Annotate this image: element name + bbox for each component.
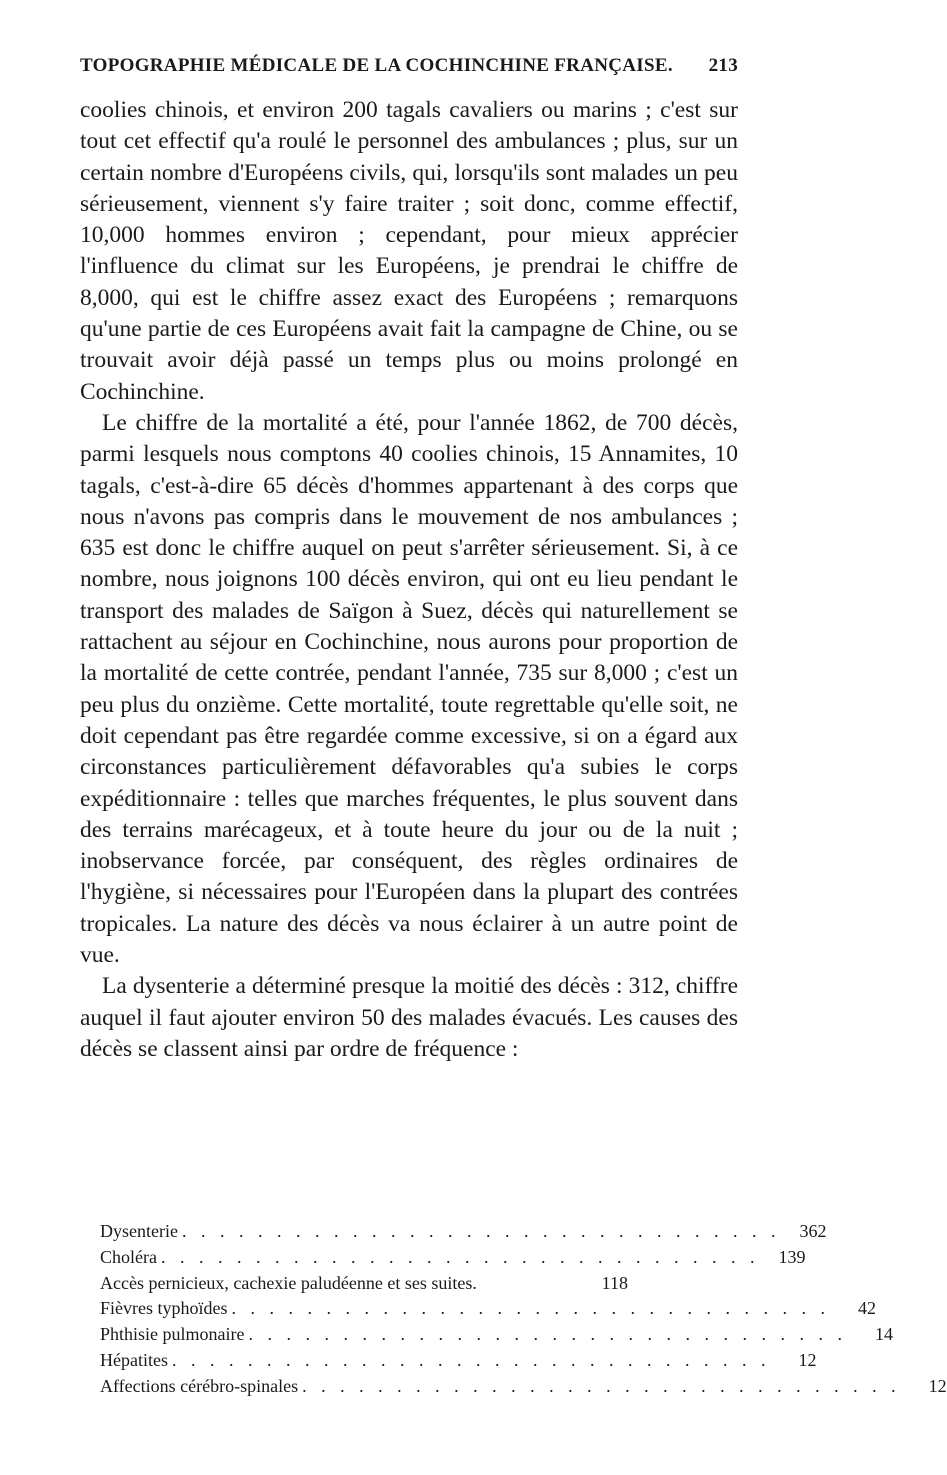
dot-leader: . . . . . . . . . . . . . . . . . . . . . . . . . . . . . . . .: [171, 1349, 771, 1370]
cause-value: 118: [601, 1272, 628, 1293]
paragraph-continuation: coolies chinois, et environ 200 tagals cavaliers ou marins ; c'est sur tout cet effectif qu'a roulé le personnel des ambulances ; plus, sur un certain nombre d'Européens civils, qui, lorsqu'ils sont malades un peu sérieusement, viennent s'y faire traiter ; soit donc, comme effectif, 10,000 hommes environ ; cependant, pour mieux apprécier l'influence du climat sur les Européens, je prendrai le chiffre de 8,000, qui est le chiffre assez exact des Européens ; remarquons qu'une partie de ces Européens avait fait la campagne de Chine, ou se trouvait avoir déjà passé un temps plus ou moins prolongé en Cochinchine.: [80, 97, 738, 405]
paragraph-mortality: Le chiffre de la mortalité a été, pour l'année 1862, de 700 décès, parmi lesquels nous comptons 40 coolies chinois, 15 Annamites, 10 tagals, c'est-à-dire 65 décès d'hommes appartenant à des corps que nous n'avons pas compris dans le mouvement de nos ambulances ; 635 est donc le chiffre auquel on peut s'arrêter sérieusement. Si, à ce nombre, nous joignons 100 décès environ, qui ont eu lieu pendant le transport des malades de Saïgon à Suez, décès qui naturellement se rattachent au séjour en Cochinchine, nous aurons pour proportion de la mortalité de cette contrée, pendant l'année, 735 sur 8,000 ; c'est un peu plus du onzième. Cette mortalité, toute regrettable qu'elle soit, ne doit cependant pas être regardée comme excessive, si on a égard aux circonstances particulièrement défavorables qu'a subies le corps expéditionnaire : telles que marches fréquentes, le plus souvent dans des terrains marécageux, et à toute heure du jour ou de la nuit ; inobservance forcée, par conséquent, des règles ordinaires de l'hygiène, si nécessaires pour l'Européen dans la plupart des contrées tropicales. La nature des décès va nous éclairer à un autre point de vue.: [80, 409, 738, 969]
cause-value: 139: [778, 1246, 806, 1267]
cause-row: [100, 1296, 876, 1322]
cause-row: [100, 1245, 806, 1271]
cause-row: [100, 1374, 947, 1400]
dot-leader: . . . . . . . . . . . . . . . . . . . . . . . . . . . . . . . .: [231, 1298, 830, 1319]
running-header: [80, 55, 738, 77]
cause-label: Hépatites: [100, 1349, 168, 1370]
cause-row: [100, 1219, 827, 1245]
running-title: TOPOGRAPHIE MÉDICALE DE LA COCHINCHINE FRANÇAISE.: [80, 55, 673, 76]
dot-leader: . . . . . . . . . . . . . . . . . . . . . . . . . . . . . . . .: [181, 1221, 781, 1241]
cause-label: Dysenterie: [100, 1221, 178, 1241]
cause-label: Affections cérébro-spinales: [100, 1375, 299, 1396]
cause-value: 14: [874, 1324, 893, 1345]
body-text: [80, 95, 738, 1065]
cause-label: Accès pernicieux, cachexie paludéenne et ses suites.: [100, 1272, 477, 1293]
page-number: 213: [708, 55, 738, 76]
dot-leader: . . . . . . . . . . . . . . . . . . . . . . . . . . . . . . . .: [302, 1375, 901, 1396]
cause-label: Fièvres typhoïdes: [100, 1298, 228, 1319]
cause-value: 12: [798, 1349, 817, 1370]
cause-row: [100, 1322, 893, 1348]
causes-of-death-list: [100, 1219, 947, 1400]
cause-label: Phthisie pulmonaire: [100, 1324, 245, 1345]
cause-label: Choléra: [100, 1246, 157, 1267]
dot-leader: . . . . . . . . . . . . . . . . . . . . . . . . . . . . . . . .: [160, 1246, 760, 1267]
cause-row: [100, 1348, 817, 1374]
cause-value: 362: [799, 1221, 827, 1241]
paragraph-dysentery: La dysenterie a déterminé presque la moitié des décès : 312, chiffre auquel il faut ajouter environ 50 des malades évacués. Les causes des décès se classent ainsi par ordre de fréquence :: [80, 973, 738, 1062]
dot-leader: . . . . . . . . . . . . . . . . . . . . . . . . . . . . . . . .: [248, 1324, 847, 1345]
cause-row: [100, 1271, 628, 1297]
cause-value: 42: [858, 1298, 876, 1319]
cause-value: 12: [928, 1375, 947, 1396]
